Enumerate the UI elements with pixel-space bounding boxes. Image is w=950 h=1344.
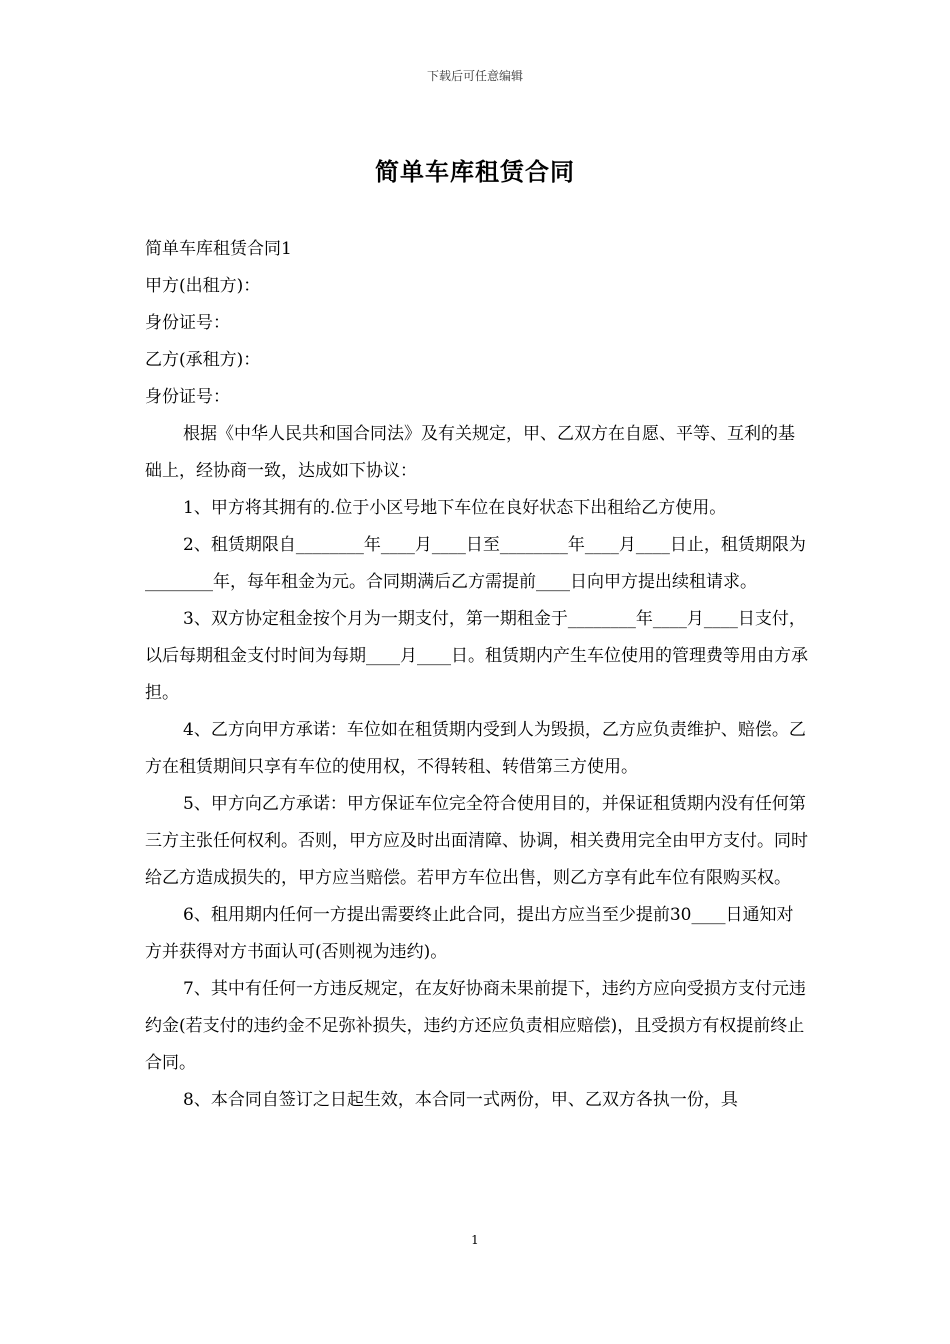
paragraph-clause-1: 1、甲方将其拥有的.位于小区号地下车位在良好状态下出租给乙方使用。: [183, 498, 727, 518]
contract-subtitle: 简单车库租赁合同1: [145, 239, 292, 259]
document-body: [145, 231, 809, 1119]
page-number: 1: [471, 1233, 479, 1247]
party-b-label: 乙方(承租方)：: [145, 350, 261, 370]
party-a-id-label: 身份证号：: [145, 313, 230, 333]
paragraph-clause-2: 2、租赁期限自________年____月____日至________年____月____日止，租赁期限为________年，每年租金为元。合同期满后乙方需提前____日向甲方提出续租请求。: [145, 535, 806, 592]
paragraph-clause-5: 5、甲方向乙方承诺：甲方保证车位完全符合使用目的，并保证租赁期内没有任何第三方主张任何权利。否则，甲方应及时出面清障、协调，相关费用完全由甲方支付。同时给乙方造成损失的，甲方应当赔偿。若甲方车位出售，则乙方享有此车位有限购买权。: [145, 794, 808, 888]
paragraph-clause-8: 8、本合同自签订之日起生效，本合同一式两份，甲、乙双方各执一份，具: [183, 1090, 738, 1110]
paragraph-preamble: 根据《中华人民共和国合同法》及有关规定，甲、乙双方在自愿、平等、互利的基础上，经协商一致，达成如下协议：: [145, 424, 795, 481]
document-title: 简单车库租赁合同: [375, 157, 575, 186]
party-a-label: 甲方(出租方)：: [145, 276, 261, 296]
paragraph-clause-3: 3、双方协定租金按个月为一期支付，第一期租金于________年____月____日支付，以后每期租金支付时间为每期____月____日。租赁期内产生车位使用的管理费等用由方承担。: [145, 609, 808, 703]
paragraph-clause-4: 4、乙方向甲方承诺：车位如在租赁期内受到人为毁损，乙方应负责维护、赔偿。乙方在租赁期间只享有车位的使用权，不得转租、转借第三方使用。: [145, 720, 806, 777]
paragraph-clause-6: 6、租用期内任何一方提出需要终止此合同，提出方应当至少提前30____日通知对方并获得对方书面认可(否则视为违约)。: [145, 905, 794, 962]
paragraph-clause-7: 7、其中有任何一方违反规定，在友好协商未果前提下，违约方应向受损方支付元违约金(若支付的违约金不足弥补损失，违约方还应负责相应赔偿)，且受损方有权提前终止合同。: [145, 979, 806, 1073]
party-b-id-label: 身份证号：: [145, 387, 230, 407]
header-note: 下载后可任意编辑: [426, 69, 523, 83]
